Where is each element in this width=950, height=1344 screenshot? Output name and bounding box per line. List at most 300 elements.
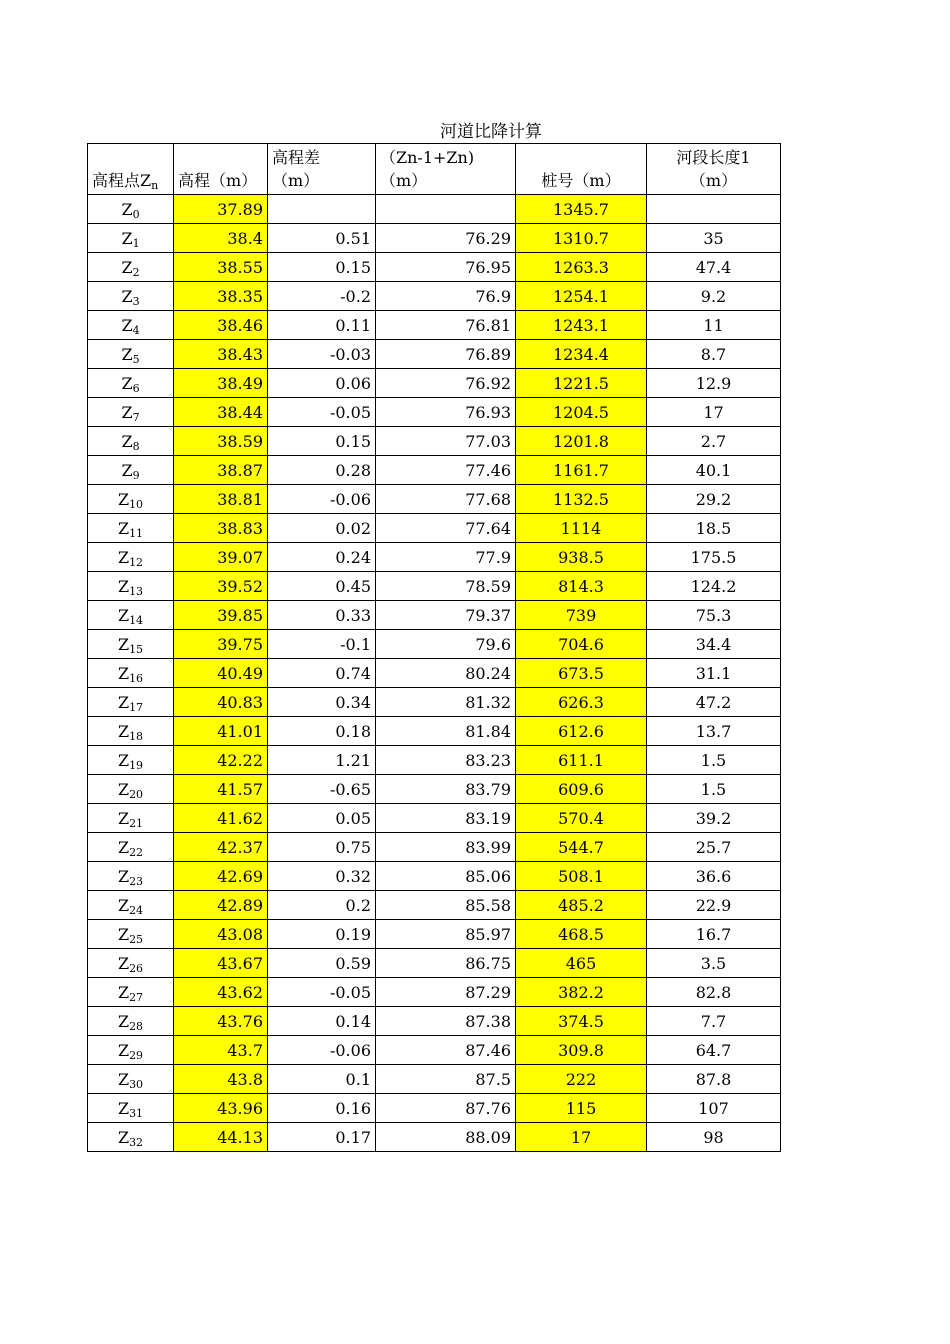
cell-elevation-diff[interactable]: 0.45: [268, 572, 376, 601]
cell-sum[interactable]: 77.9: [376, 543, 516, 572]
cell-sum[interactable]: 76.81: [376, 311, 516, 340]
cell-elevation[interactable]: 44.13: [174, 1123, 268, 1152]
cell-sum[interactable]: 85.58: [376, 891, 516, 920]
cell-elevation[interactable]: 38.87: [174, 456, 268, 485]
point-index: 17: [129, 700, 144, 714]
cell-elevation[interactable]: 39.07: [174, 543, 268, 572]
cell-sum[interactable]: 76.89: [376, 340, 516, 369]
cell-station[interactable]: 938.5: [516, 543, 647, 572]
point-label: Z: [117, 953, 130, 973]
cell-sum[interactable]: 79.37: [376, 601, 516, 630]
cell-elevation-diff[interactable]: -0.05: [268, 978, 376, 1007]
cell-elevation-diff[interactable]: 0.06: [268, 369, 376, 398]
point-index: 20: [129, 787, 144, 801]
table-row: [88, 253, 781, 282]
cell-station[interactable]: 465: [516, 949, 647, 978]
point-index: 22: [129, 845, 144, 859]
cell-sum[interactable]: 76.92: [376, 369, 516, 398]
cell-station[interactable]: 739: [516, 601, 647, 630]
table-row: [88, 833, 781, 862]
cell-elevation[interactable]: 41.57: [174, 775, 268, 804]
table-row: [88, 543, 781, 572]
cell-elevation-diff[interactable]: 0.16: [268, 1094, 376, 1123]
point-label: Z: [117, 779, 130, 799]
cell-elevation[interactable]: 38.59: [174, 427, 268, 456]
cell-elevation[interactable]: 43.76: [174, 1007, 268, 1036]
cell-segment-length[interactable]: 35: [647, 224, 781, 253]
point-index: 0: [132, 207, 140, 221]
cell-point[interactable]: [88, 862, 174, 891]
cell-elevation-diff[interactable]: 0.33: [268, 601, 376, 630]
table-row: [88, 369, 781, 398]
cell-sum[interactable]: 77.46: [376, 456, 516, 485]
point-index: 19: [129, 758, 144, 772]
cell-elevation[interactable]: 38.35: [174, 282, 268, 311]
point-label: Z: [121, 286, 133, 306]
cell-point[interactable]: [88, 688, 174, 717]
point-label: Z: [117, 576, 130, 596]
cell-point[interactable]: [88, 891, 174, 920]
table-row: [88, 659, 781, 688]
point-index: 7: [132, 410, 140, 424]
point-index: 26: [129, 961, 144, 975]
cell-segment-length[interactable]: 7.7: [647, 1007, 781, 1036]
point-index: 1: [132, 236, 140, 250]
header-elevation-diff[interactable]: 高程差 （m）: [268, 144, 376, 195]
point-index: 23: [129, 874, 144, 888]
table-row: [88, 775, 781, 804]
cell-elevation[interactable]: 40.83: [174, 688, 268, 717]
cell-segment-length[interactable]: 12.9: [647, 369, 781, 398]
cell-station[interactable]: 17: [516, 1123, 647, 1152]
cell-station[interactable]: 612.6: [516, 717, 647, 746]
table-row: [88, 195, 781, 224]
point-label: Z: [117, 489, 130, 509]
header-elevation[interactable]: 高程（m）: [174, 144, 268, 195]
cell-elevation[interactable]: 41.62: [174, 804, 268, 833]
table-row: [88, 601, 781, 630]
cell-station[interactable]: 704.6: [516, 630, 647, 659]
cell-sum[interactable]: 87.5: [376, 1065, 516, 1094]
cell-segment-length[interactable]: 29.2: [647, 485, 781, 514]
point-index: 18: [129, 729, 144, 743]
cell-sum[interactable]: 83.99: [376, 833, 516, 862]
cell-segment-length[interactable]: 13.7: [647, 717, 781, 746]
cell-elevation-diff[interactable]: 0.15: [268, 253, 376, 282]
table-row: [88, 1065, 781, 1094]
point-index: 3: [132, 294, 140, 308]
cell-elevation-diff[interactable]: -0.03: [268, 340, 376, 369]
cell-point[interactable]: [88, 427, 174, 456]
cell-sum[interactable]: 81.32: [376, 688, 516, 717]
cell-elevation-diff[interactable]: 0.14: [268, 1007, 376, 1036]
point-label: Z: [121, 431, 133, 451]
point-label: Z: [121, 257, 133, 277]
cell-segment-length[interactable]: 40.1: [647, 456, 781, 485]
point-index: 16: [129, 671, 144, 685]
cell-point[interactable]: [88, 601, 174, 630]
cell-elevation-diff[interactable]: -0.2: [268, 282, 376, 311]
cell-segment-length[interactable]: 47.4: [647, 253, 781, 282]
cell-segment-length[interactable]: [647, 195, 781, 224]
cell-elevation[interactable]: 38.83: [174, 514, 268, 543]
cell-sum[interactable]: 81.84: [376, 717, 516, 746]
cell-point[interactable]: [88, 717, 174, 746]
cell-station[interactable]: 1114: [516, 514, 647, 543]
cell-station[interactable]: 1161.7: [516, 456, 647, 485]
point-label: Z: [117, 692, 130, 712]
point-label: Z: [117, 750, 130, 770]
point-label: Z: [121, 199, 133, 219]
cell-point[interactable]: [88, 514, 174, 543]
cell-elevation[interactable]: 38.43: [174, 340, 268, 369]
cell-station[interactable]: 1201.8: [516, 427, 647, 456]
header-station[interactable]: 桩号（m）: [516, 144, 647, 195]
cell-segment-length[interactable]: 107: [647, 1094, 781, 1123]
cell-elevation[interactable]: 42.22: [174, 746, 268, 775]
cell-station[interactable]: 544.7: [516, 833, 647, 862]
point-label: Z: [117, 808, 130, 828]
point-index: 25: [129, 932, 144, 946]
point-index: 24: [129, 903, 144, 917]
cell-elevation[interactable]: 40.49: [174, 659, 268, 688]
table-row: [88, 920, 781, 949]
cell-sum[interactable]: 77.64: [376, 514, 516, 543]
table-row: [88, 224, 781, 253]
cell-sum[interactable]: 78.59: [376, 572, 516, 601]
cell-segment-length[interactable]: 31.1: [647, 659, 781, 688]
table-row: [88, 688, 781, 717]
point-index: 27: [129, 990, 144, 1004]
point-index: 31: [129, 1106, 144, 1120]
cell-station[interactable]: 508.1: [516, 862, 647, 891]
cell-sum[interactable]: 87.29: [376, 978, 516, 1007]
cell-point[interactable]: [88, 253, 174, 282]
cell-station[interactable]: 626.3: [516, 688, 647, 717]
cell-point[interactable]: [88, 659, 174, 688]
table-row: [88, 311, 781, 340]
point-label: Z: [117, 1098, 130, 1118]
cell-sum[interactable]: 77.68: [376, 485, 516, 514]
cell-point[interactable]: [88, 1123, 174, 1152]
cell-point[interactable]: [88, 340, 174, 369]
point-label: Z: [117, 605, 130, 625]
cell-sum[interactable]: 76.29: [376, 224, 516, 253]
cell-elevation[interactable]: 43.62: [174, 978, 268, 1007]
cell-point[interactable]: [88, 949, 174, 978]
cell-station[interactable]: 814.3: [516, 572, 647, 601]
cell-elevation[interactable]: 41.01: [174, 717, 268, 746]
cell-elevation[interactable]: 42.37: [174, 833, 268, 862]
cell-station[interactable]: 1221.5: [516, 369, 647, 398]
point-label: Z: [117, 837, 130, 857]
point-label: Z: [117, 547, 130, 567]
cell-segment-length[interactable]: 25.7: [647, 833, 781, 862]
header-segment-length[interactable]: 河段长度1 （m）: [647, 144, 781, 195]
cell-point[interactable]: [88, 311, 174, 340]
point-label: Z: [117, 982, 130, 1002]
cell-segment-length[interactable]: 47.2: [647, 688, 781, 717]
table-row: [88, 1007, 781, 1036]
point-index: 14: [129, 613, 144, 627]
cell-station[interactable]: 1132.5: [516, 485, 647, 514]
cell-elevation-diff[interactable]: 0.2: [268, 891, 376, 920]
cell-station[interactable]: 374.5: [516, 1007, 647, 1036]
cell-sum[interactable]: [376, 195, 516, 224]
cell-point[interactable]: [88, 1007, 174, 1036]
cell-station[interactable]: 611.1: [516, 746, 647, 775]
table-row: [88, 717, 781, 746]
cell-segment-length[interactable]: 16.7: [647, 920, 781, 949]
table-row: [88, 514, 781, 543]
point-label: Z: [121, 373, 133, 393]
cell-segment-length[interactable]: 11: [647, 311, 781, 340]
point-label: Z: [121, 460, 133, 480]
cell-point[interactable]: [88, 775, 174, 804]
cell-segment-length[interactable]: 1.5: [647, 775, 781, 804]
cell-segment-length[interactable]: 64.7: [647, 1036, 781, 1065]
cell-point[interactable]: [88, 630, 174, 659]
cell-elevation[interactable]: 38.4: [174, 224, 268, 253]
point-label: Z: [117, 663, 130, 683]
cell-elevation-diff[interactable]: 0.15: [268, 427, 376, 456]
table-row: [88, 1036, 781, 1065]
table-row: [88, 340, 781, 369]
cell-elevation-diff[interactable]: 0.51: [268, 224, 376, 253]
point-index: 11: [129, 526, 144, 540]
cell-station[interactable]: 1254.1: [516, 282, 647, 311]
cell-station[interactable]: 115: [516, 1094, 647, 1123]
cell-point[interactable]: [88, 282, 174, 311]
header-sum[interactable]: （Zn-1+Zn) （m）: [376, 144, 516, 195]
point-label: Z: [117, 866, 130, 886]
cell-station[interactable]: 570.4: [516, 804, 647, 833]
point-label: Z: [117, 634, 130, 654]
table-row: [88, 862, 781, 891]
cell-elevation-diff[interactable]: -0.06: [268, 1036, 376, 1065]
point-label: Z: [121, 315, 133, 335]
point-label: Z: [117, 1011, 130, 1031]
cell-sum[interactable]: 83.79: [376, 775, 516, 804]
cell-sum[interactable]: 83.23: [376, 746, 516, 775]
point-label: Z: [121, 344, 133, 364]
cell-station[interactable]: 485.2: [516, 891, 647, 920]
cell-point[interactable]: [88, 1036, 174, 1065]
cell-sum[interactable]: 80.24: [376, 659, 516, 688]
point-index: 2: [132, 265, 140, 279]
table-row: [88, 949, 781, 978]
cell-elevation[interactable]: 37.89: [174, 195, 268, 224]
cell-elevation[interactable]: 42.69: [174, 862, 268, 891]
cell-elevation[interactable]: 38.81: [174, 485, 268, 514]
cell-station[interactable]: 673.5: [516, 659, 647, 688]
cell-sum[interactable]: 88.09: [376, 1123, 516, 1152]
cell-sum[interactable]: 77.03: [376, 427, 516, 456]
cell-elevation[interactable]: 39.85: [174, 601, 268, 630]
cell-elevation-diff[interactable]: 0.18: [268, 717, 376, 746]
cell-elevation-diff[interactable]: 0.75: [268, 833, 376, 862]
cell-elevation-diff[interactable]: 0.1: [268, 1065, 376, 1094]
cell-elevation-diff[interactable]: -0.65: [268, 775, 376, 804]
cell-elevation-diff[interactable]: 0.24: [268, 543, 376, 572]
cell-sum[interactable]: 76.95: [376, 253, 516, 282]
cell-elevation[interactable]: 38.49: [174, 369, 268, 398]
cell-station[interactable]: 1243.1: [516, 311, 647, 340]
cell-elevation-diff[interactable]: 0.11: [268, 311, 376, 340]
cell-station[interactable]: 1345.7: [516, 195, 647, 224]
cell-elevation[interactable]: 38.44: [174, 398, 268, 427]
cell-elevation[interactable]: 42.89: [174, 891, 268, 920]
cell-segment-length[interactable]: 1.5: [647, 746, 781, 775]
cell-elevation[interactable]: 43.7: [174, 1036, 268, 1065]
cell-sum[interactable]: 79.6: [376, 630, 516, 659]
point-index: 10: [129, 497, 144, 511]
cell-point[interactable]: [88, 543, 174, 572]
table-row: [88, 485, 781, 514]
cell-point[interactable]: [88, 195, 174, 224]
cell-station[interactable]: 609.6: [516, 775, 647, 804]
table-row: [88, 572, 781, 601]
cell-segment-length[interactable]: 17: [647, 398, 781, 427]
cell-elevation-diff[interactable]: 0.28: [268, 456, 376, 485]
table-body: [88, 144, 781, 1152]
point-index: 4: [132, 323, 140, 337]
cell-segment-length[interactable]: 124.2: [647, 572, 781, 601]
point-index: 12: [129, 555, 144, 569]
cell-point[interactable]: [88, 572, 174, 601]
cell-elevation-diff[interactable]: 1.21: [268, 746, 376, 775]
point-label: Z: [117, 1127, 130, 1147]
point-label: Z: [121, 402, 133, 422]
cell-elevation-diff[interactable]: 0.19: [268, 920, 376, 949]
point-label: Z: [117, 1069, 130, 1089]
cell-elevation-diff[interactable]: 0.32: [268, 862, 376, 891]
cell-point[interactable]: [88, 804, 174, 833]
cell-station[interactable]: 1204.5: [516, 398, 647, 427]
cell-segment-length[interactable]: 87.8: [647, 1065, 781, 1094]
point-index: 30: [129, 1077, 144, 1091]
cell-elevation[interactable]: 43.96: [174, 1094, 268, 1123]
cell-elevation[interactable]: 38.46: [174, 311, 268, 340]
cell-segment-length[interactable]: 9.2: [647, 282, 781, 311]
cell-point[interactable]: [88, 1065, 174, 1094]
cell-elevation[interactable]: 43.8: [174, 1065, 268, 1094]
point-label: Z: [121, 228, 133, 248]
cell-point[interactable]: [88, 978, 174, 1007]
cell-sum[interactable]: 85.97: [376, 920, 516, 949]
cell-elevation[interactable]: 43.08: [174, 920, 268, 949]
cell-point[interactable]: [88, 224, 174, 253]
cell-segment-length[interactable]: 75.3: [647, 601, 781, 630]
cell-station[interactable]: 1310.7: [516, 224, 647, 253]
point-label: Z: [117, 924, 130, 944]
table-row: [88, 398, 781, 427]
table-row: [88, 427, 781, 456]
cell-station[interactable]: 1234.4: [516, 340, 647, 369]
cell-segment-length[interactable]: 175.5: [647, 543, 781, 572]
cell-sum[interactable]: 87.38: [376, 1007, 516, 1036]
cell-elevation-diff[interactable]: -0.06: [268, 485, 376, 514]
table-row: [88, 891, 781, 920]
cell-segment-length[interactable]: 8.7: [647, 340, 781, 369]
cell-sum[interactable]: 87.76: [376, 1094, 516, 1123]
cell-point[interactable]: [88, 369, 174, 398]
sheet-title: 河道比降计算: [440, 122, 542, 142]
cell-point[interactable]: [88, 485, 174, 514]
point-label: Z: [117, 895, 130, 915]
point-index: 5: [132, 352, 140, 366]
cell-segment-length[interactable]: 18.5: [647, 514, 781, 543]
cell-station[interactable]: 1263.3: [516, 253, 647, 282]
cell-elevation-diff[interactable]: 0.17: [268, 1123, 376, 1152]
table-row: [88, 1094, 781, 1123]
cell-sum[interactable]: 76.9: [376, 282, 516, 311]
point-index: 8: [132, 439, 140, 453]
cell-segment-length[interactable]: 2.7: [647, 427, 781, 456]
point-label: Z: [117, 518, 130, 538]
cell-segment-length[interactable]: 39.2: [647, 804, 781, 833]
cell-elevation-diff[interactable]: 0.05: [268, 804, 376, 833]
point-index: 32: [129, 1135, 144, 1149]
cell-elevation-diff[interactable]: 0.02: [268, 514, 376, 543]
cell-station[interactable]: 468.5: [516, 920, 647, 949]
cell-point[interactable]: [88, 833, 174, 862]
cell-elevation[interactable]: 39.75: [174, 630, 268, 659]
point-index: 6: [132, 381, 140, 395]
table-row: [88, 746, 781, 775]
cell-elevation-diff[interactable]: [268, 195, 376, 224]
cell-elevation-diff[interactable]: -0.1: [268, 630, 376, 659]
cell-elevation-diff[interactable]: 0.34: [268, 688, 376, 717]
point-index: 28: [129, 1019, 144, 1033]
point-label: Z: [117, 1040, 130, 1060]
cell-elevation-diff[interactable]: 0.74: [268, 659, 376, 688]
table-row: [88, 282, 781, 311]
cell-segment-length[interactable]: 34.4: [647, 630, 781, 659]
cell-point[interactable]: [88, 920, 174, 949]
cell-segment-length[interactable]: 22.9: [647, 891, 781, 920]
point-index: 9: [132, 468, 140, 482]
header-row: [88, 144, 781, 195]
table-row: [88, 978, 781, 1007]
cell-point[interactable]: [88, 456, 174, 485]
cell-segment-length[interactable]: 82.8: [647, 978, 781, 1007]
cell-segment-length[interactable]: 98: [647, 1123, 781, 1152]
cell-station[interactable]: 222: [516, 1065, 647, 1094]
cell-station[interactable]: 309.8: [516, 1036, 647, 1065]
cell-point[interactable]: [88, 1094, 174, 1123]
cell-sum[interactable]: 85.06: [376, 862, 516, 891]
cell-segment-length[interactable]: 3.5: [647, 949, 781, 978]
cell-elevation[interactable]: 43.67: [174, 949, 268, 978]
header-point[interactable]: 高程点$Z_n$: [88, 144, 174, 195]
river-gradient-table: [87, 143, 781, 1152]
cell-elevation[interactable]: 39.52: [174, 572, 268, 601]
cell-elevation[interactable]: 38.55: [174, 253, 268, 282]
cell-elevation-diff[interactable]: 0.59: [268, 949, 376, 978]
cell-sum[interactable]: 76.93: [376, 398, 516, 427]
cell-station[interactable]: 382.2: [516, 978, 647, 1007]
cell-sum[interactable]: 83.19: [376, 804, 516, 833]
table-row: [88, 630, 781, 659]
cell-segment-length[interactable]: 36.6: [647, 862, 781, 891]
cell-elevation-diff[interactable]: -0.05: [268, 398, 376, 427]
cell-point[interactable]: [88, 746, 174, 775]
cell-sum[interactable]: 87.46: [376, 1036, 516, 1065]
cell-point[interactable]: [88, 398, 174, 427]
point-index: 13: [129, 584, 144, 598]
cell-sum[interactable]: 86.75: [376, 949, 516, 978]
